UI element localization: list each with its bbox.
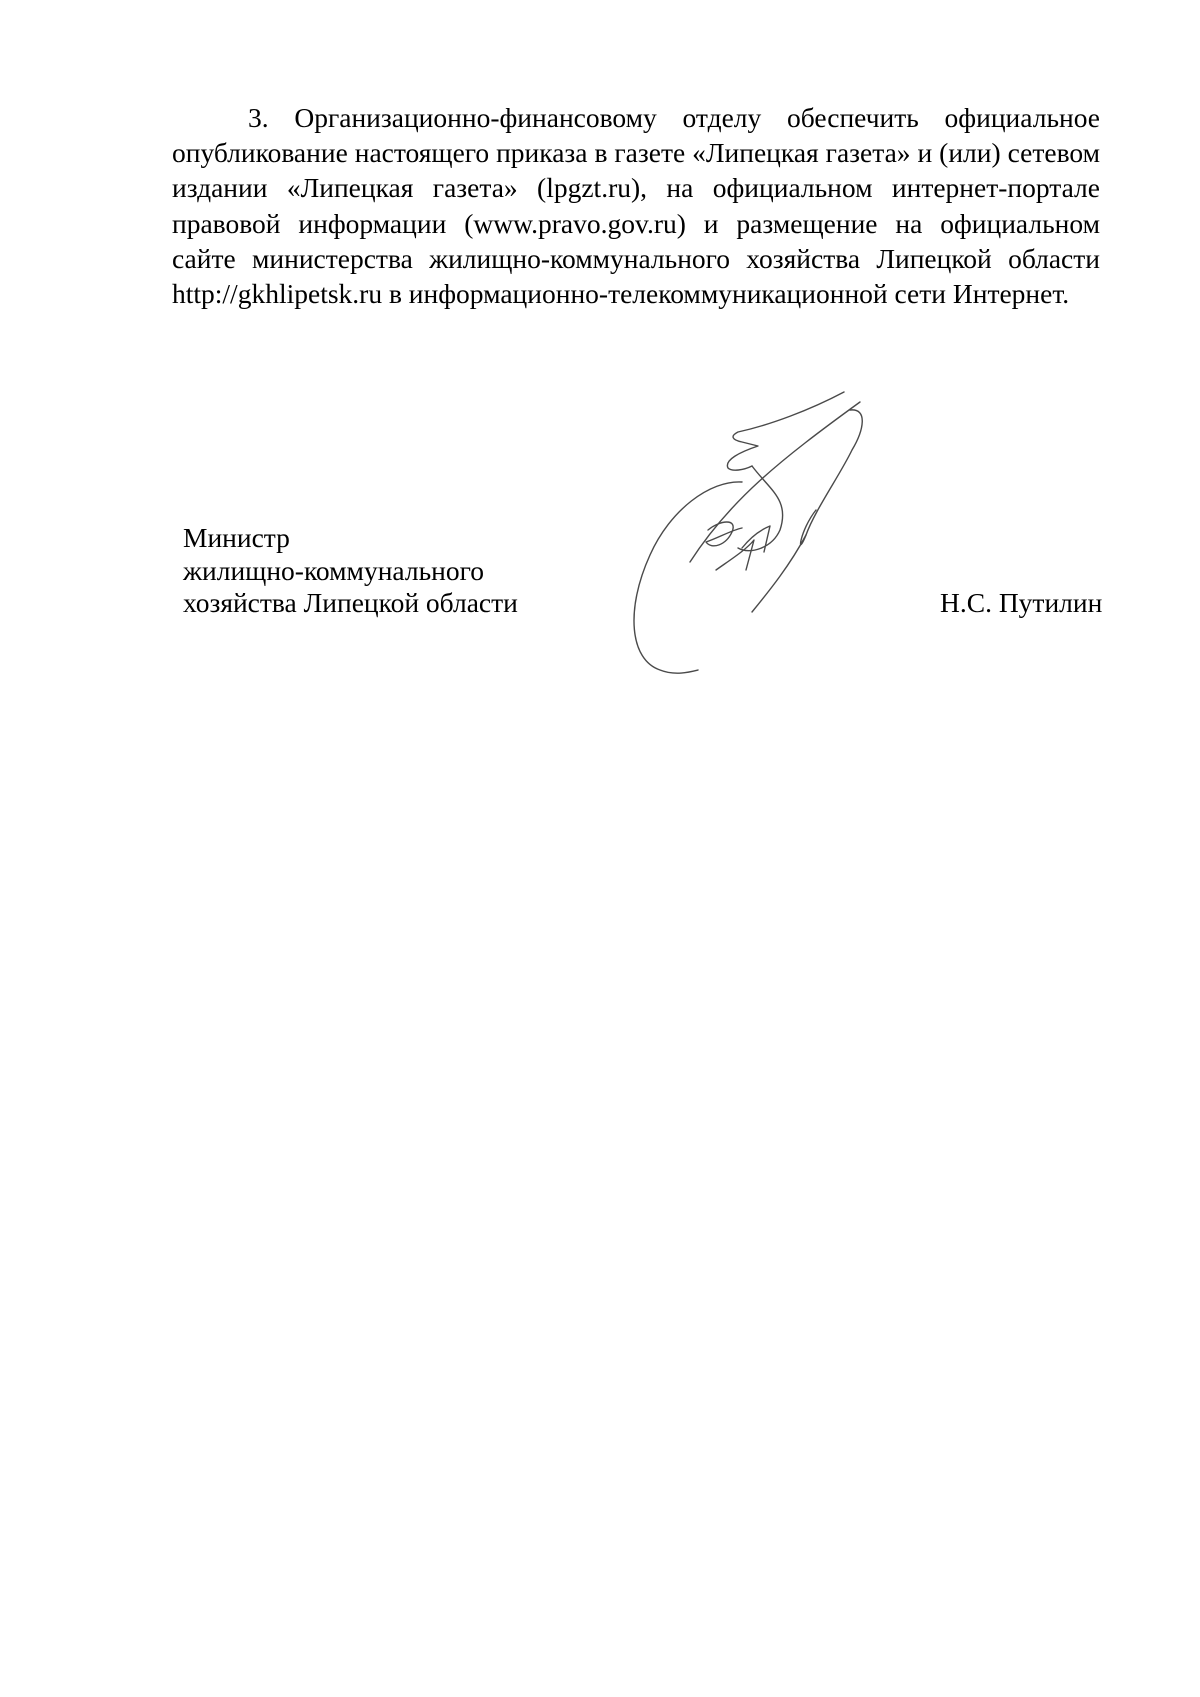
signatory-name: Н.С. Путилин: [940, 587, 1103, 618]
position-line-1: Министр: [183, 522, 290, 553]
position-line-2: жилищно-коммунального: [183, 554, 484, 586]
position-line-3: хозяйства Липецкой области: [183, 587, 518, 618]
paragraph-item-3: 3. Организационно-финансовому отделу обеспечить официальное опубликование настоящего приказа в газете «Липецкая газета» и (или) сетевом издании «Липецкая газета» (lpgzt.ru), на официальном интернет-портале правовой информации (www.pravo.gov.ru) и размещение на официальном сайте министерства жилищно-коммунального хозяйства Липецкой области http://gkhlipetsk.ru в информационно-телекоммуникационной сети Интернет.: [172, 102, 1100, 310]
handwritten-signature: [620, 380, 890, 690]
signatory-position: [183, 522, 518, 620]
